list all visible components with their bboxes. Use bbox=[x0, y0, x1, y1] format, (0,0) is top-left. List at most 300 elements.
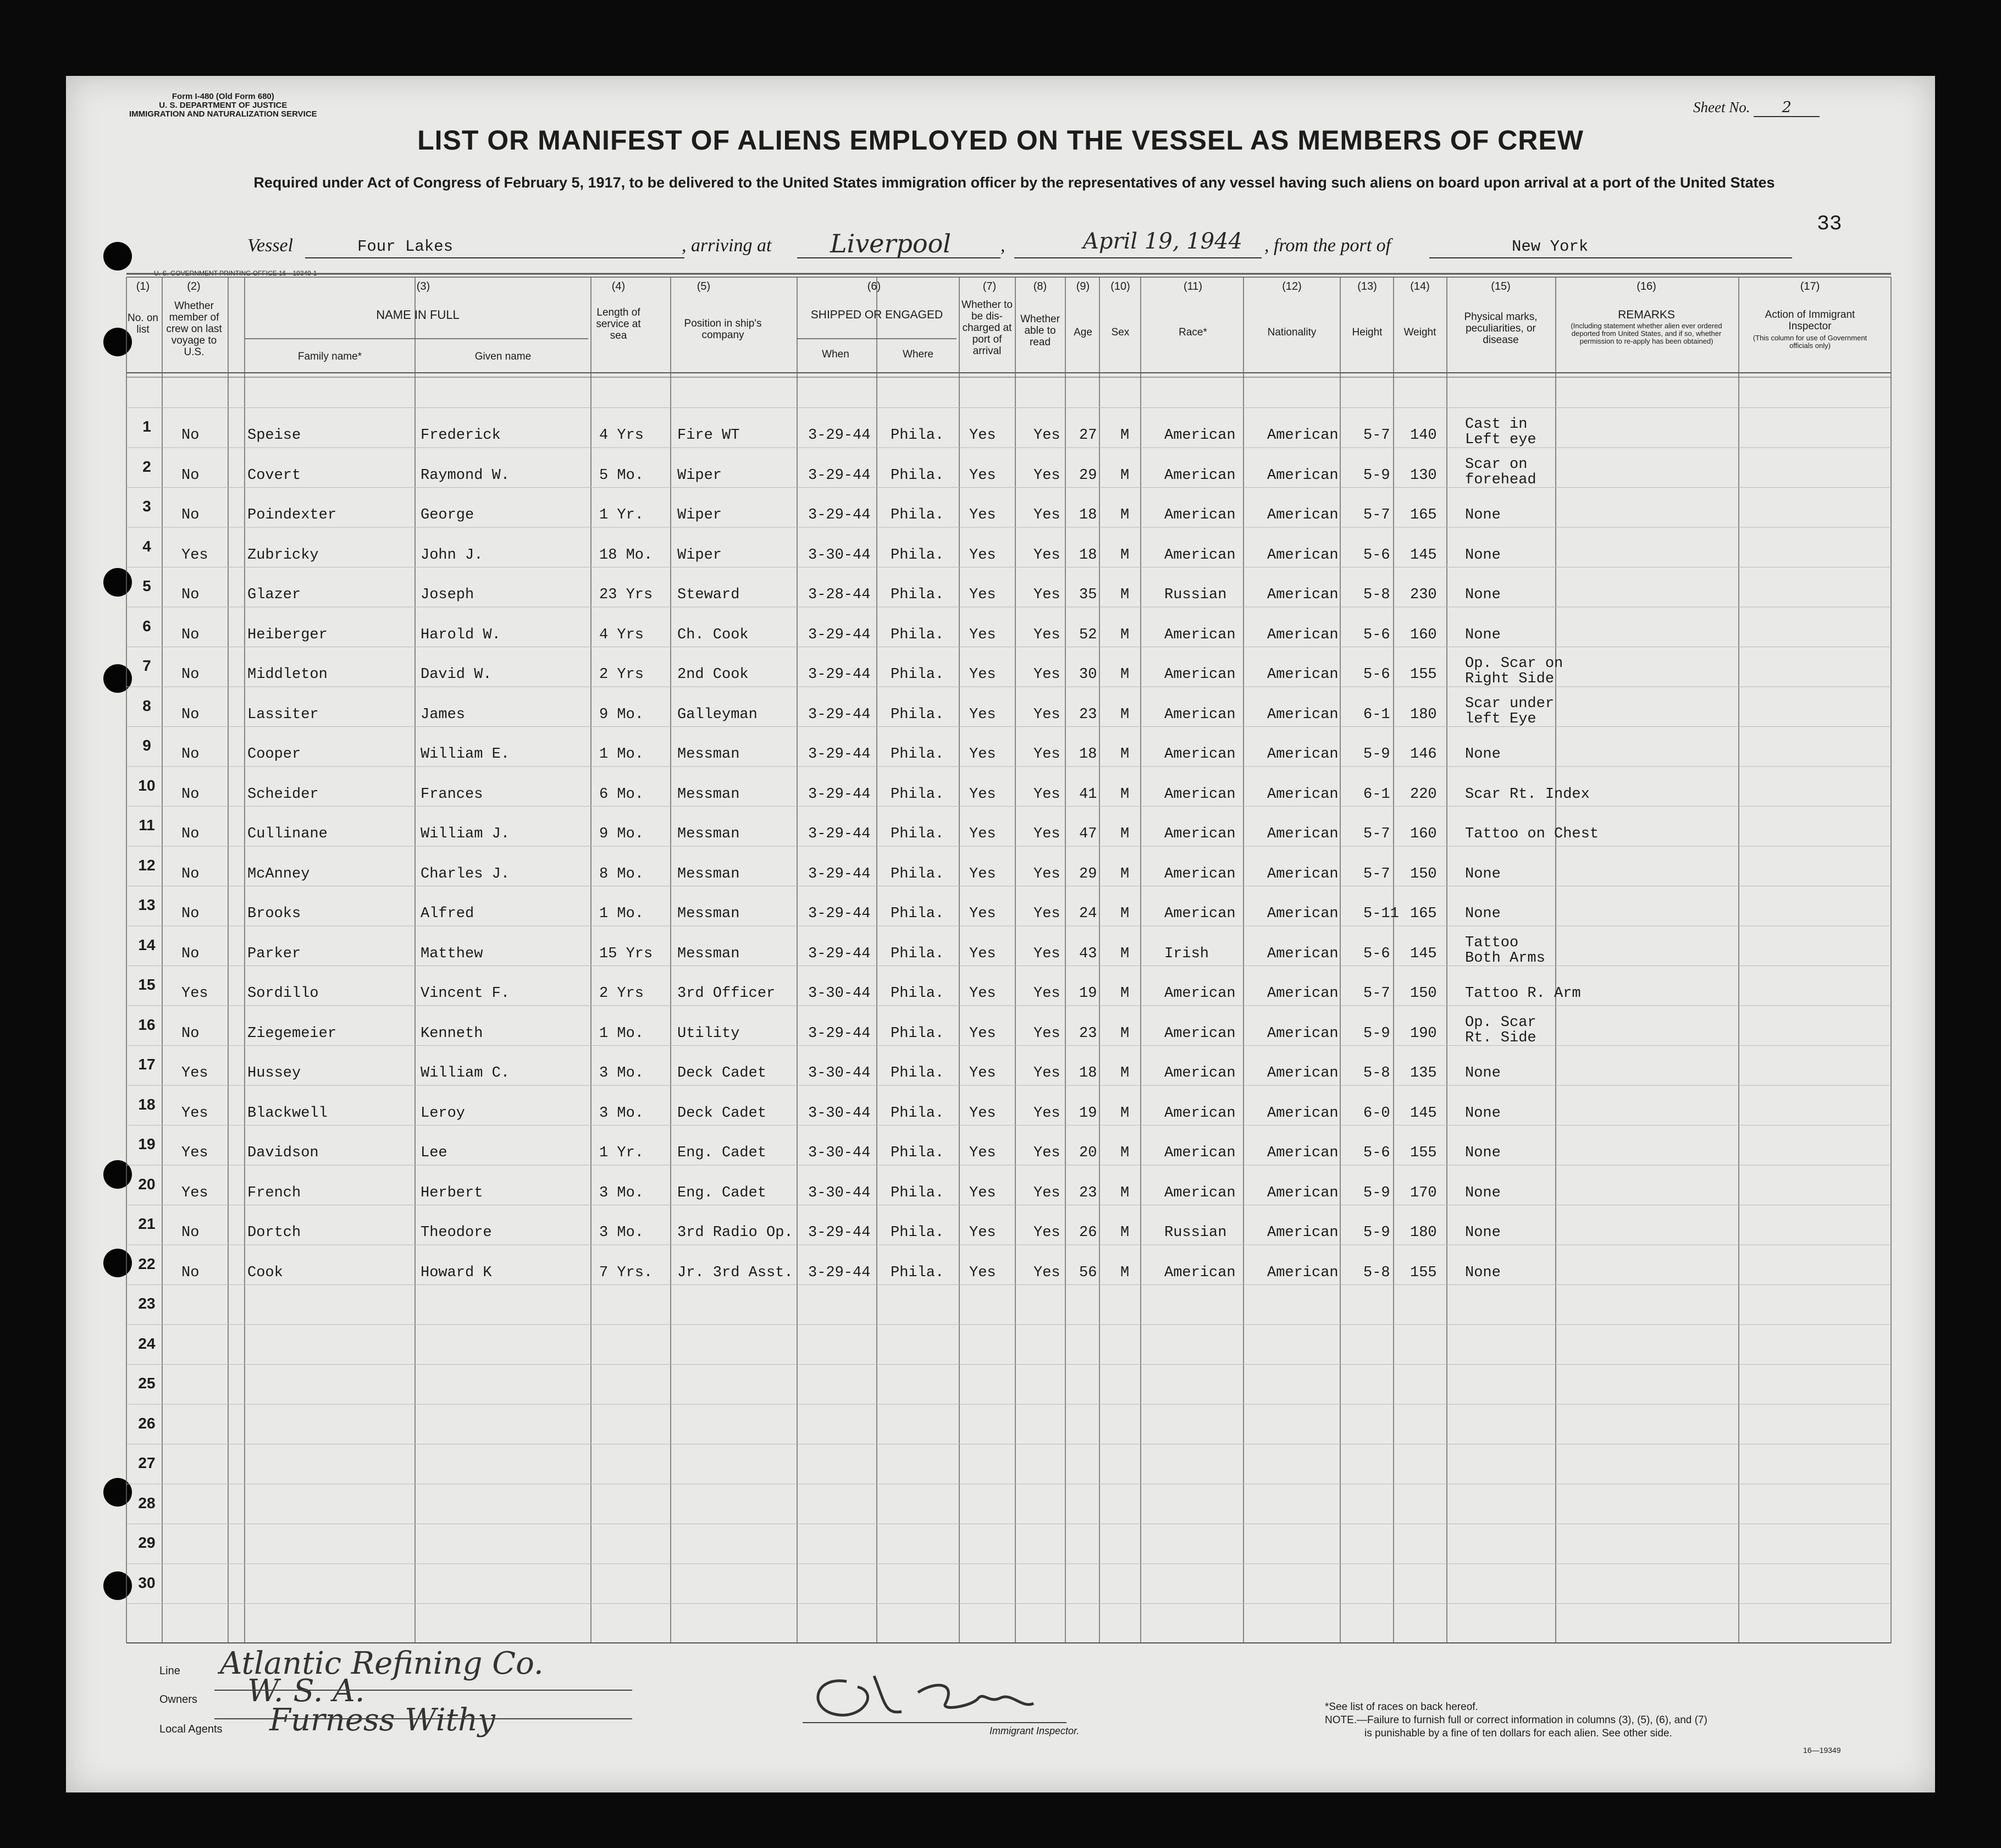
inspector-signature bbox=[792, 1659, 1077, 1731]
position: Wiper bbox=[677, 507, 722, 523]
nationality: American bbox=[1267, 507, 1339, 523]
given-name: David W. bbox=[421, 666, 492, 683]
position: Utility bbox=[677, 1025, 740, 1042]
vessel-label: Vessel bbox=[247, 235, 294, 256]
col-head-position: Position in ship's company bbox=[684, 318, 762, 341]
shipped-where: Phila. bbox=[891, 1065, 944, 1082]
height: 5-6 bbox=[1363, 626, 1390, 643]
last-voyage: No bbox=[181, 626, 200, 643]
able-to-read: Yes bbox=[1033, 1264, 1060, 1281]
age: 23 bbox=[1079, 706, 1097, 723]
height: 6-0 bbox=[1363, 1105, 1390, 1122]
able-to-read: Yes bbox=[1033, 1065, 1060, 1082]
age: 56 bbox=[1079, 1264, 1097, 1281]
owners-label: Owners bbox=[159, 1693, 197, 1706]
shipped-where: Phila. bbox=[891, 706, 944, 723]
discharged: Yes bbox=[969, 467, 996, 484]
weight: 165 bbox=[1410, 906, 1437, 922]
last-voyage: No bbox=[181, 587, 200, 603]
shipped-where: Phila. bbox=[891, 906, 944, 922]
sheet-label: Sheet No. bbox=[1693, 99, 1750, 115]
height: 5-9 bbox=[1363, 1025, 1390, 1042]
weight: 150 bbox=[1410, 985, 1437, 1002]
family-name: Lassiter bbox=[247, 706, 319, 723]
shipped-when: 3-30-44 bbox=[808, 1184, 871, 1201]
race: American bbox=[1164, 626, 1236, 643]
discharged: Yes bbox=[969, 427, 996, 444]
physical-marks: None bbox=[1465, 626, 1501, 643]
sex: M bbox=[1120, 865, 1130, 882]
col-num-13: (13) bbox=[1357, 280, 1377, 293]
shipped-where: Phila. bbox=[891, 786, 944, 803]
family-name: Ziegemeier bbox=[247, 1025, 337, 1042]
family-name: Davidson bbox=[247, 1145, 319, 1161]
given-name: George bbox=[421, 507, 474, 523]
nationality: American bbox=[1267, 786, 1339, 803]
weight: 155 bbox=[1410, 1264, 1437, 1281]
weight: 230 bbox=[1410, 587, 1437, 603]
service-length: 1 Yr. bbox=[599, 1145, 644, 1161]
position: Wiper bbox=[677, 547, 722, 564]
sex: M bbox=[1120, 906, 1130, 922]
able-to-read: Yes bbox=[1033, 587, 1060, 603]
col-head-height: Height bbox=[1352, 327, 1383, 338]
physical-marks: Left eye bbox=[1465, 432, 1536, 448]
row-number: 3 bbox=[142, 498, 151, 515]
physical-marks: Both Arms bbox=[1465, 950, 1545, 967]
given-name: Vincent F. bbox=[421, 985, 510, 1002]
physical-marks: None bbox=[1465, 1264, 1501, 1281]
discharged: Yes bbox=[969, 706, 996, 723]
physical-marks: Op. Scar on bbox=[1465, 655, 1563, 672]
physical-marks: None bbox=[1465, 1065, 1501, 1082]
col-head-nationality: Nationality bbox=[1267, 327, 1317, 338]
last-voyage: No bbox=[181, 826, 200, 842]
discharged: Yes bbox=[969, 1145, 996, 1161]
last-voyage: No bbox=[181, 507, 200, 523]
physical-marks: None bbox=[1465, 1184, 1501, 1201]
col-num-3: (3) bbox=[416, 280, 430, 293]
height: 5-11 bbox=[1363, 906, 1399, 922]
shipped-when: 3-29-44 bbox=[808, 826, 871, 842]
last-voyage: Yes bbox=[181, 1065, 208, 1082]
shipped-where: Phila. bbox=[891, 427, 944, 444]
col-num-6: (6) bbox=[867, 280, 881, 293]
service-length: 4 Yrs bbox=[599, 626, 644, 643]
row-number: 29 bbox=[138, 1534, 156, 1551]
race: Russian bbox=[1164, 587, 1227, 603]
age: 27 bbox=[1079, 427, 1097, 444]
row-number: 20 bbox=[138, 1175, 156, 1193]
service-length: 2 Yrs bbox=[599, 666, 644, 683]
shipped-where: Phila. bbox=[891, 1224, 944, 1241]
race: American bbox=[1164, 826, 1236, 842]
weight: 180 bbox=[1410, 1224, 1437, 1241]
race: American bbox=[1164, 666, 1236, 683]
last-voyage: Yes bbox=[181, 1184, 208, 1201]
row-number: 16 bbox=[138, 1016, 156, 1033]
last-voyage: No bbox=[181, 666, 200, 683]
physical-marks: left Eye bbox=[1465, 710, 1536, 727]
last-voyage: Yes bbox=[181, 1145, 208, 1161]
given-name: Alfred bbox=[421, 906, 474, 922]
last-voyage: No bbox=[181, 1025, 200, 1042]
vessel-name: Four Lakes bbox=[357, 238, 454, 256]
physical-marks: None bbox=[1465, 507, 1501, 523]
discharged: Yes bbox=[969, 746, 996, 763]
family-name: Blackwell bbox=[247, 1105, 328, 1122]
shipped-when: 3-28-44 bbox=[808, 587, 871, 603]
service-length: 1 Mo. bbox=[599, 906, 644, 922]
nationality: American bbox=[1267, 706, 1339, 723]
height: 5-7 bbox=[1363, 985, 1390, 1002]
given-name: John J. bbox=[421, 547, 483, 564]
height: 5-6 bbox=[1363, 1145, 1390, 1161]
col-num-10: (10) bbox=[1110, 280, 1130, 293]
discharged: Yes bbox=[969, 1264, 996, 1281]
age: 26 bbox=[1079, 1224, 1097, 1241]
shipped-when: 3-29-44 bbox=[808, 1025, 871, 1042]
row-number: 12 bbox=[138, 856, 156, 874]
nationality: American bbox=[1267, 1105, 1339, 1122]
height: 5-6 bbox=[1363, 945, 1390, 962]
form-number: Form I-480 (Old Form 680) bbox=[172, 92, 274, 101]
row-number: 22 bbox=[138, 1255, 156, 1272]
physical-marks: None bbox=[1465, 906, 1501, 922]
shipped-when: 3-29-44 bbox=[808, 746, 871, 763]
shipped-when: 3-29-44 bbox=[808, 427, 871, 444]
height: 5-7 bbox=[1363, 826, 1390, 842]
manifest-page bbox=[66, 76, 1935, 1792]
height: 6-1 bbox=[1363, 786, 1390, 803]
family-name: Heiberger bbox=[247, 626, 328, 643]
discharged: Yes bbox=[969, 985, 996, 1002]
shipped-where: Phila. bbox=[891, 507, 944, 523]
weight: 165 bbox=[1410, 507, 1437, 523]
col-head-inspector: Action of Immigrant Inspector bbox=[1765, 309, 1855, 332]
sex: M bbox=[1120, 1025, 1130, 1042]
row-number: 2 bbox=[142, 457, 151, 475]
age: 35 bbox=[1079, 587, 1097, 603]
able-to-read: Yes bbox=[1033, 746, 1060, 763]
col-num-1: (1) bbox=[136, 280, 150, 293]
service-length: 1 Yr. bbox=[599, 507, 644, 523]
discharged: Yes bbox=[969, 507, 996, 523]
physical-marks: Tattoo bbox=[1465, 934, 1519, 951]
service-length: 3 Mo. bbox=[599, 1105, 644, 1122]
weight: 155 bbox=[1410, 1145, 1437, 1161]
col-head-shipped: SHIPPED OR ENGAGED bbox=[810, 308, 943, 321]
family-name: Parker bbox=[247, 945, 301, 962]
weight: 145 bbox=[1410, 547, 1437, 564]
nationality: American bbox=[1267, 906, 1339, 922]
given-name: Howard K bbox=[421, 1264, 492, 1281]
height: 5-9 bbox=[1363, 746, 1390, 763]
physical-marks: forehead bbox=[1465, 471, 1536, 488]
col-num-16: (16) bbox=[1637, 280, 1656, 293]
col-head-marks: Physical marks, peculiarities, or disease bbox=[1464, 311, 1538, 346]
sex: M bbox=[1120, 985, 1130, 1002]
height: 5-6 bbox=[1363, 666, 1390, 683]
last-voyage: No bbox=[181, 865, 200, 882]
nationality: American bbox=[1267, 666, 1339, 683]
shipped-where: Phila. bbox=[891, 467, 944, 484]
height: 6-1 bbox=[1363, 706, 1390, 723]
weight: 135 bbox=[1410, 1065, 1437, 1082]
sex: M bbox=[1120, 1065, 1130, 1082]
position: Galleyman bbox=[677, 706, 758, 723]
footnote-penalty: NOTE.—Failure to furnish full or correct information in columns (3), (5), (6), and (7) bbox=[1325, 1714, 1707, 1726]
position: Deck Cadet bbox=[677, 1065, 767, 1082]
position: 3rd Radio Op. bbox=[677, 1224, 793, 1241]
row-number: 15 bbox=[138, 976, 156, 993]
nationality: American bbox=[1267, 1025, 1339, 1042]
row-number: 21 bbox=[138, 1215, 156, 1232]
shipped-when: 3-29-44 bbox=[808, 706, 871, 723]
discharged: Yes bbox=[969, 547, 996, 564]
race: American bbox=[1164, 1145, 1236, 1161]
able-to-read: Yes bbox=[1033, 1145, 1060, 1161]
shipped-where: Phila. bbox=[891, 626, 944, 643]
family-name: Glazer bbox=[247, 587, 301, 603]
physical-marks: None bbox=[1465, 746, 1501, 763]
able-to-read: Yes bbox=[1033, 906, 1060, 922]
nationality: American bbox=[1267, 826, 1339, 842]
given-name: Kenneth bbox=[421, 1025, 483, 1042]
row-number: 19 bbox=[138, 1135, 156, 1152]
printer-mark: U. S. GOVERNMENT PRINTING OFFICE 16—19349-1 bbox=[154, 269, 317, 277]
position: Messman bbox=[677, 865, 740, 882]
row-number: 4 bbox=[142, 537, 151, 555]
shipped-when: 3-29-44 bbox=[808, 945, 871, 962]
discharged: Yes bbox=[969, 1184, 996, 1201]
discharged: Yes bbox=[969, 1105, 996, 1122]
given-name: Herbert bbox=[421, 1184, 483, 1201]
col-head-where: Where bbox=[903, 349, 933, 360]
row-number: 26 bbox=[138, 1414, 156, 1432]
family-name: Cooper bbox=[247, 746, 301, 763]
height: 5-8 bbox=[1363, 1065, 1390, 1082]
weight: 145 bbox=[1410, 1105, 1437, 1122]
race: American bbox=[1164, 427, 1236, 444]
shipped-when: 3-29-44 bbox=[808, 1264, 871, 1281]
race: American bbox=[1164, 547, 1236, 564]
weight: 140 bbox=[1410, 427, 1437, 444]
given-name: Theodore bbox=[421, 1224, 492, 1241]
weight: 170 bbox=[1410, 1184, 1437, 1201]
shipped-when: 3-29-44 bbox=[808, 786, 871, 803]
col-num-12: (12) bbox=[1282, 280, 1302, 293]
position: Messman bbox=[677, 945, 740, 962]
nationality: American bbox=[1267, 467, 1339, 484]
family-name: McAnney bbox=[247, 865, 310, 882]
age: 52 bbox=[1079, 626, 1097, 643]
shipped-where: Phila. bbox=[891, 865, 944, 882]
given-name: Raymond W. bbox=[421, 467, 510, 484]
service-length: 18 Mo. bbox=[599, 547, 653, 564]
nationality: American bbox=[1267, 547, 1339, 564]
physical-marks: Cast in bbox=[1465, 416, 1528, 433]
shipped-where: Phila. bbox=[891, 1145, 944, 1161]
nationality: American bbox=[1267, 1184, 1339, 1201]
arriving-label: , arriving at bbox=[682, 235, 772, 256]
age: 29 bbox=[1079, 467, 1097, 484]
service-length: 4 Yrs bbox=[599, 427, 644, 444]
line-label: Line bbox=[159, 1665, 180, 1677]
position: Messman bbox=[677, 906, 740, 922]
height: 5-7 bbox=[1363, 507, 1390, 523]
sheet-value: 2 bbox=[1754, 99, 1820, 117]
shipped-when: 3-29-44 bbox=[808, 865, 871, 882]
col-head-weight: Weight bbox=[1403, 327, 1436, 338]
discharged: Yes bbox=[969, 1065, 996, 1082]
height: 5-9 bbox=[1363, 1224, 1390, 1241]
service-length: 3 Mo. bbox=[599, 1224, 644, 1241]
race: American bbox=[1164, 985, 1236, 1002]
shipped-when: 3-29-44 bbox=[808, 467, 871, 484]
age: 23 bbox=[1079, 1184, 1097, 1201]
agents-label: Local Agents bbox=[159, 1723, 223, 1735]
vessel-info: Vessel Four Lakes , arriving at Liverpool , April 19, 1944 , from the port of New York bbox=[247, 235, 1787, 264]
arrival-date: April 19, 1944 bbox=[1083, 229, 1243, 254]
physical-marks: Scar Rt. Index bbox=[1465, 786, 1590, 803]
service-length: 3 Mo. bbox=[599, 1065, 644, 1082]
col-num-15: (15) bbox=[1491, 280, 1511, 293]
discharged: Yes bbox=[969, 945, 996, 962]
given-name: Frederick bbox=[421, 427, 501, 444]
physical-marks: None bbox=[1465, 1145, 1501, 1161]
shipped-when: 3-30-44 bbox=[808, 1105, 871, 1122]
shipped-where: Phila. bbox=[891, 666, 944, 683]
discharged: Yes bbox=[969, 1025, 996, 1042]
age: 29 bbox=[1079, 865, 1097, 882]
able-to-read: Yes bbox=[1033, 1184, 1060, 1201]
nationality: American bbox=[1267, 1264, 1339, 1281]
height: 5-8 bbox=[1363, 587, 1390, 603]
shipped-when: 3-29-44 bbox=[808, 626, 871, 643]
nationality: American bbox=[1267, 985, 1339, 1002]
given-name: William E. bbox=[421, 746, 510, 763]
col-head-race: Race* bbox=[1179, 327, 1207, 338]
age: 19 bbox=[1079, 1105, 1097, 1122]
position: Ch. Cook bbox=[677, 626, 749, 643]
col-head-last-voyage: Whether member of crew on last voyage to U.S. bbox=[166, 300, 222, 358]
given-name: Joseph bbox=[421, 587, 474, 603]
race: American bbox=[1164, 746, 1236, 763]
race: American bbox=[1164, 1184, 1236, 1201]
race: American bbox=[1164, 706, 1236, 723]
weight: 155 bbox=[1410, 666, 1437, 683]
age: 24 bbox=[1079, 906, 1097, 922]
departure-port: New York bbox=[1512, 238, 1589, 256]
family-name: Hussey bbox=[247, 1065, 301, 1082]
weight: 220 bbox=[1410, 786, 1437, 803]
sex: M bbox=[1120, 547, 1130, 564]
age: 18 bbox=[1079, 1065, 1097, 1082]
physical-marks: None bbox=[1465, 1105, 1501, 1122]
nationality: American bbox=[1267, 427, 1339, 444]
family-name: French bbox=[247, 1184, 301, 1201]
race: American bbox=[1164, 906, 1236, 922]
discharged: Yes bbox=[969, 826, 996, 842]
shipped-where: Phila. bbox=[891, 587, 944, 603]
col-head-sex: Sex bbox=[1111, 327, 1130, 338]
discharged: Yes bbox=[969, 626, 996, 643]
family-name: Covert bbox=[247, 467, 301, 484]
physical-marks: Scar under bbox=[1465, 695, 1555, 712]
inspector-label: Immigrant Inspector. bbox=[990, 1725, 1080, 1736]
shipped-when: 3-29-44 bbox=[808, 666, 871, 683]
footnote-races: *See list of races on back hereof. bbox=[1325, 1701, 1478, 1713]
footnotes bbox=[1325, 1701, 1707, 1740]
able-to-read: Yes bbox=[1033, 706, 1060, 723]
able-to-read: Yes bbox=[1033, 666, 1060, 683]
row-number: 7 bbox=[142, 657, 151, 674]
height: 5-6 bbox=[1363, 547, 1390, 564]
able-to-read: Yes bbox=[1033, 626, 1060, 643]
family-name: Scheider bbox=[247, 786, 319, 803]
able-to-read: Yes bbox=[1033, 826, 1060, 842]
shipped-when: 3-30-44 bbox=[808, 985, 871, 1002]
discharged: Yes bbox=[969, 587, 996, 603]
col-num-14: (14) bbox=[1410, 280, 1430, 293]
family-name: Brooks bbox=[247, 906, 301, 922]
shipped-where: Phila. bbox=[891, 1105, 944, 1122]
given-name: Harold W. bbox=[421, 626, 501, 643]
sex: M bbox=[1120, 1264, 1130, 1281]
shipped-when: 3-30-44 bbox=[808, 1145, 871, 1161]
position: Jr. 3rd Asst. bbox=[677, 1264, 793, 1281]
row-number: 24 bbox=[138, 1334, 156, 1352]
family-name: Cullinane bbox=[247, 826, 328, 842]
family-name: Sordillo bbox=[247, 985, 319, 1002]
position: Wiper bbox=[677, 467, 722, 484]
position: Messman bbox=[677, 826, 740, 842]
given-name: Leroy bbox=[421, 1105, 466, 1122]
physical-marks: Scar on bbox=[1465, 456, 1528, 473]
shipped-when: 3-29-44 bbox=[808, 1224, 871, 1241]
footnote-penalty-cont: is punishable by a fine of ten dollars for each alien. See other side. bbox=[1364, 1728, 1672, 1739]
nationality: American bbox=[1267, 1224, 1339, 1241]
race: American bbox=[1164, 1025, 1236, 1042]
weight: 130 bbox=[1410, 467, 1437, 484]
col-head-name: NAME IN FULL bbox=[376, 308, 460, 322]
owners-value: W. S. A. bbox=[247, 1673, 365, 1709]
shipped-where: Phila. bbox=[891, 1264, 944, 1281]
page-subtitle: Required under Act of Congress of February 5, 1917, to be delivered to the United States immigration officer by the representatives of any vessel having such aliens on board upon arrival at a port of the United States bbox=[253, 174, 1775, 191]
sex: M bbox=[1120, 786, 1130, 803]
able-to-read: Yes bbox=[1033, 786, 1060, 803]
able-to-read: Yes bbox=[1033, 1105, 1060, 1122]
last-voyage: No bbox=[181, 945, 200, 962]
given-name: William J. bbox=[421, 826, 510, 842]
race: American bbox=[1164, 467, 1236, 484]
physical-marks: Right Side bbox=[1465, 671, 1555, 687]
able-to-read: Yes bbox=[1033, 1224, 1060, 1241]
sex: M bbox=[1120, 1105, 1130, 1122]
shipped-where: Phila. bbox=[891, 1025, 944, 1042]
discharged: Yes bbox=[969, 666, 996, 683]
age: 23 bbox=[1079, 1025, 1097, 1042]
sex: M bbox=[1120, 507, 1130, 523]
service-length: 1 Mo. bbox=[599, 1025, 644, 1042]
able-to-read: Yes bbox=[1033, 427, 1060, 444]
service-length: 6 Mo. bbox=[599, 786, 644, 803]
row-number: 13 bbox=[138, 896, 156, 913]
discharged: Yes bbox=[969, 786, 996, 803]
nationality: American bbox=[1267, 1065, 1339, 1082]
page-number: 33 bbox=[1817, 212, 1842, 236]
